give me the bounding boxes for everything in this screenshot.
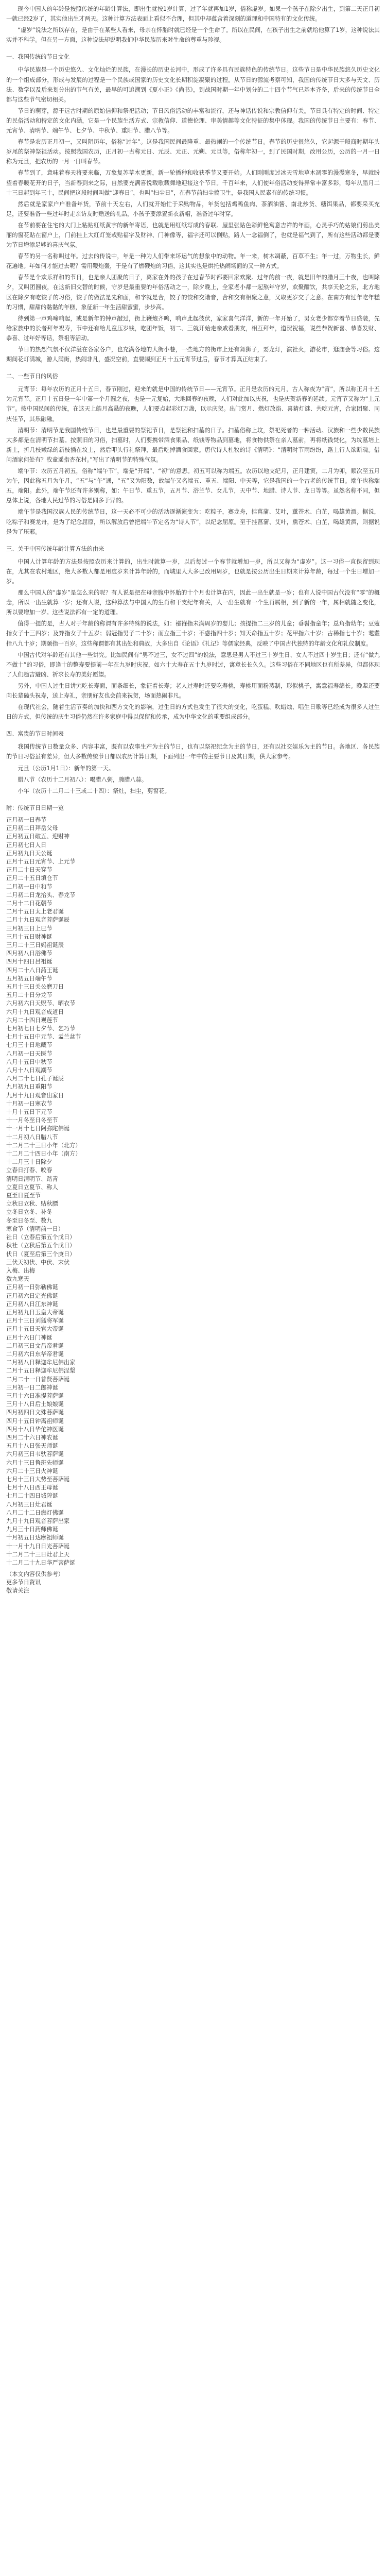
section-paragraph: 我国传统节日数量众多、内容丰富，既有以农事生产为主的节日，也有以祭祀纪念为主的节日，还有以社交娱乐为主的节日。各地区、各民族的节日习俗虽有差异，但大多数传统节日都以农历计算日期，下面列出一年中的主要节日及其日期，供大家参考。 [6, 743, 380, 760]
calendar-item: 正月二十五日填仓节 [6, 875, 58, 882]
calendar-item: 夏至日夏至节 [6, 1192, 41, 1199]
calendar-item: 数九寒天 [6, 1276, 29, 1283]
calendar-item: 三月初一日二郎神诞 [6, 1384, 58, 1391]
calendar-item: 正月十六日门神诞 [6, 1334, 52, 1341]
calendar-item: 八月初一日天医节 [6, 1050, 52, 1057]
calendar-item: 正月十五日元宵节、上元节 [6, 858, 76, 865]
calendar-item: 立夏日立夏节、称人 [6, 1183, 58, 1191]
calendar-item: 二月初二日龙抬头、春龙节 [6, 891, 76, 899]
section-paragraph: 端午节是我国汉族人民的传统节日，这一天必不可少的活动逐渐演变为：吃粽子，赛龙舟，挂菖蒲、艾叶，薰苍术、白芷，喝雄黄酒。据说，吃粽子和赛龙舟，是为了纪念屈原，所以解放后曾把端午节定名为“诗人节”，以纪念屈原。至于挂菖蒲、艾叶，熏苍术、白芷，喝雄黄酒，则据说是为了压邪。 [6, 509, 380, 535]
calendar-item: 六月二十三日火神诞 [6, 1467, 58, 1475]
section-paragraph: 春节到了，意味着春天将要来临，万象复苏草木更新，新一轮播种和收获季节又要开始。人们刚刚度过冰天雪地草木凋零的漫漫寒冬，早就盼望着春暖花开的日子，当新春到来之际，自然要充满喜悦载歌载舞地迎接这个节日。千百年来，人们使年俗活动变得异常丰富多彩，每年从腊月二十三日起到年三十，民间把这段时间叫做“迎春日”，也叫“扫尘日”，在春节前扫尘搞卫生，是我国人民素有的传统习惯。 [6, 170, 380, 196]
calendar-item: 正月十三日刘猛将军诞 [6, 1317, 64, 1325]
section-paragraph: 在节前要在住宅的大门上粘贴红纸黄字的新年寄语，也就是用红纸写成的春联。屋里张贴色彩鲜艳寓意吉祥的年画，心灵手巧的姑娘们剪出美丽的窗花贴在窗户上，门前挂上大红灯笼或贴福字及财神、门神像等，福字还可以倒贴，路人一念福倒了，也就是福气到了，所有这些活动都是要为节日增添足够的喜庆气氛。 [6, 222, 380, 249]
calendar-item: 入梅、出梅 [6, 1267, 35, 1274]
calendar-item: 十一月十七日阿弥陀佛诞 [6, 1125, 70, 1132]
calendar-item: 九月十九日观音出家日 [6, 1092, 64, 1099]
section-paragraph: 另外，中国人过生日讲究吃长寿面，面条细长，象征着长寿；老人过寿时还要吃寿桃，寿桃用面粉蒸制，形似桃子，寓意福寿绵长。晚辈还要向长辈磕头祝寿，送上寿礼，亲朋好友也会前来祝贺，场面热闹非凡。 [6, 682, 380, 699]
intro-paragraph: “虚岁”说法之所以存在，是由于在某些人看来，母亲在怀胎时就已经是一个生命了。所以在民间，在孩子出生之前就给他算了1岁，这种说法其实并不科学。但在另一方面，这种说法却说明我们中华民族历来对生命的尊重与珍视。 [6, 27, 380, 44]
section-heading: 二、一些节日的风俗 [6, 373, 58, 380]
section-paragraph: 那么中国人的“虚岁”是怎么来的呢？有人说是把在母亲腹中怀胎的十个月也计算在内，因此一出生就是一岁；也有人说中国古代没有“零”的概念，所以一出生就算一岁；还有人说，这种算法与中国人的生肖和干支纪年有关，人一出生就有一个生肖属相，到了新的一年，属相就随之变化，所以要增加一岁。这些说法都有一定的道理。 [6, 589, 380, 616]
footer-line: 敬请关注 [6, 1587, 29, 1595]
calendar-item: 五月初五日端午节 [6, 975, 52, 982]
calendar-item: 七月二十四日城隍诞 [6, 1493, 58, 1500]
calendar-item: 正月初六日定光佛诞 [6, 1292, 58, 1299]
calendar-heading: 附：传统节日日期一览 [6, 804, 64, 811]
calendar-item: 三月二十三日妈祖诞辰 [6, 941, 64, 948]
calendar-item: 正月初八日江东神诞 [6, 1300, 58, 1308]
section-paragraph: 小年（农历十二月二十三或二十四）：祭灶，扫尘，剪窗花。 [17, 787, 170, 794]
calendar-item: 寒食节（清明前一日） [6, 1225, 64, 1232]
calendar-item: 三伏天初伏、中伏、末伏 [6, 1259, 70, 1266]
calendar-item: 七月初七日七夕节、乞巧节 [6, 1025, 76, 1032]
calendar-item: 正月初一日弥勒佛诞 [6, 1284, 58, 1291]
calendar-item: 三月初三日上巳节 [6, 925, 52, 932]
calendar-item: 正月初一日春节 [6, 816, 47, 823]
calendar-item: 八月十八日观潮节 [6, 1067, 52, 1074]
section [6, 371, 380, 537]
calendar-item: 三月十八日后土娘娘诞 [6, 1401, 64, 1408]
calendar-item: 七月三十日地藏节 [6, 1042, 52, 1049]
calendar-item: 五月十八日张天师诞 [6, 1443, 58, 1450]
calendar-item: 立秋日立秋、贴秋膘 [6, 1200, 58, 1208]
section-paragraph: 腊八节（农历十二月初八）：喝腊八粥，腌腊八蒜。 [17, 776, 148, 783]
calendar-item: 正月初九日玉皇大帝诞 [6, 1309, 64, 1316]
section-paragraph: 端午节：农历五月初五，俗称“端午节”，端是“开端”、“初”的意思。初五可以称为端五。农历以地支纪月，正月建寅，二月为卯，顺次至五月为午，因此称五月为午月，“五”与“午”通，“五”又为阳数，故端午又名端五、重五、端阳、中天等，它是我国的一个古老的传统节日。端午也称端五，端阳。此外，端午节还有许多别称，如：午日节、重五节，五月节、浴兰节、女儿节，天中节、地腊、诗人节、龙日等等。虽然名称不同，但总体上说，各地人民过节的习俗是同多于异的。 [6, 468, 380, 504]
calendar-item: 七月十八日西王母诞 [6, 1484, 58, 1492]
calendar-item: 六月十三日鲁班先师诞 [6, 1459, 64, 1466]
calendar-item: 二月初六日东华帝君诞 [6, 1350, 64, 1358]
calendar-item: 二月初三日文昌帝君诞 [6, 1342, 64, 1349]
calendar-item: 四月初八日浴佛节 [6, 950, 52, 957]
calendar-item: 十月初五日达摩祖师诞 [6, 1534, 64, 1541]
footer-line: （本文内容仅供参考） [6, 1571, 64, 1578]
calendar-item: 六月十九日观音成道日 [6, 1008, 64, 1015]
calendar-item: 十二月二十三日小年（北方） [6, 1142, 81, 1149]
section-heading: 一、我国传统的节日文化 [6, 54, 70, 61]
calendar-item: 九月初九日重阳节 [6, 1083, 52, 1091]
intro [6, 4, 380, 45]
footer-line: 更多节日资讯 [6, 1579, 41, 1586]
calendar-item: 冬至日冬至、数九 [6, 1217, 52, 1224]
calendar-item: 伏日（夏至后第三个庚日） [6, 1250, 76, 1258]
calendar-item: 立春日打春、咬春 [6, 1167, 52, 1174]
section-paragraph: 春节是个欢乐祥和的节日，也是亲人团聚的日子，离家在外的孩子在过春节时都要回家欢聚。过年的前一夜，就是旧年的腊月三十夜，也叫除夕，又叫团圆夜，在这新旧交替的时候，守岁是最重要的年俗活动之一，除夕晚上，全家老小都一起熬年守岁，欢聚酣饮，共享天伦之乐，北方地区在除夕有吃饺子的习俗，饺子的做法是先和面，和字就是合，饺子的饺和交谐音，合和交有相聚之意，又取更岁交子之意。在南方有过年吃年糕的习惯，甜甜的黏黏的年糕，象征新一年生活甜蜜蜜，步步高。 [6, 274, 380, 311]
calendar-item: 五月二十日分龙节 [6, 992, 52, 999]
section-paragraph: 元宵节：每年农历的正月十五日，春节刚过，迎来的就是中国的传统节日——元宵节。正月是农历的元月，古人称夜为“宵”，所以称正月十五为元宵节。正月十五日是一年中第一个月圆之夜，也是一元复始，大地回春的夜晚，人们对此加以庆祝，也是庆贺新春的延续。元宵节又称为“上元节”。按中国民间的传统，在这天上皓月高悬的夜晚，人们要点起彩灯万盏，以示庆贺。出门赏月、燃灯放焰、喜猜灯谜、共吃元宵，合家团聚、同庆佳节，其乐融融。 [6, 386, 380, 422]
calendar-item: 八月初三日灶君诞 [6, 1501, 52, 1508]
calendar-item: 四月二十六日神农诞 [6, 1434, 58, 1441]
calendar-item: 十月初一日寒衣节 [6, 1100, 52, 1107]
section-paragraph: 春节是农历正月初一，又叫阴历年，俗称“过年”。这是我国民间最隆重、最热闹的一个传统节日。春节的历史很悠久，它起源于殷商时期年头岁尾的祭神祭祖活动。按照我国农历，正月初一古称元日、元辰、元正、元朔、元旦等，俗称年初一，到了民国时期，改用公历，公历的一月一日称为元旦，把农历的一月一日叫春节。 [6, 139, 380, 165]
calendar-item: 七月十五日中元节、盂兰盆节 [6, 1033, 81, 1041]
calendar-item: 正月初二日拜岳父母 [6, 825, 58, 832]
section-paragraph: 清明节：清明节是我国传统节日，也是最重要的祭祀节日，是祭祖和扫墓的日子。扫墓俗称上坟，祭祀死者的一种活动。汉族和一些少数民族大多都是在清明节扫墓。按照旧的习俗，扫墓时，人们要携带酒食果品、纸钱等物品到墓地，将食物供祭在亲人墓前，再将纸钱焚化，为坟墓培上新土，折几枝嫩绿的新枝插在坟上，然后叩头行礼祭拜，最后吃掉酒食回家。唐代诗人杜牧的诗《清明》：“清明时节雨纷纷，路上行人欲断魂。借问酒家何处有？牧童遥指杏花村。”写出了清明节的特殊气氛。 [6, 427, 380, 463]
section-paragraph: 中华民族是一个历史悠久、文化灿烂的民族，在漫长的历史长河中，形成了许多具有民族特色的传统节日。这些节日是中华民族悠久历史文化的一个组成部分，形成与发展的过程是一个民族或国家的历史文化长期积淀凝聚的过程。从节日的源流考察可知，我国的传统节日大多与天文、历法、数学以及后来划分出的节气有关，最早的可追溯到《夏小正》《尚书》，到战国时期一年中划分的二十四个节气已基本齐备，后来的传统节日全都与这些节气密切相关。 [6, 66, 380, 103]
calendar-item: 四月十四日吕祖诞 [6, 958, 52, 965]
section-paragraph: 然后就是家家户户准备年货，节前十天左右，人们就开始忙于采购物品，年货包括鸡鸭鱼肉、茶酒油酱、南北炒货、糖饵果品，都要采买充足，还要准备一些过年时走亲访友时赠送的礼品，小孩子要添置新衣新帽，准备过年时穿。 [6, 200, 380, 217]
calendar-item: 九月三十日药师佛诞 [6, 1526, 58, 1533]
calendar-item: 六月初六日天贶节、晒衣节 [6, 1000, 76, 1007]
calendar-item: 秋社（立秋后第五个戊日） [6, 1242, 76, 1249]
calendar-item: 五月十三日关公磨刀日 [6, 984, 64, 990]
calendar-item: 十二月二十四日小年（南方） [6, 1150, 81, 1158]
calendar-item: 社日（立春后第五个戊日） [6, 1234, 76, 1241]
intro-paragraph: 现今中国人的年龄是按照传统的年龄计算法，即出生就按1岁计算，过了年就再加1岁，俗称虚岁。如果一个孩子在除夕出生，到第二天正月初一就已经2岁了，其实他出生才两天。这种计算方法表面上看似不合理，但其中却蕴含着深刻的道理和中国特有的文化传统。 [6, 6, 380, 23]
section-paragraph: 节日的热烈气氛不仅洋溢在各家各户，也充满各地的大街小巷，一些地方的街市上还有舞狮子，耍龙灯，演社火，游花市，逛庙会等习俗。这期间花灯满城，游人满街，热闹非凡，盛况空前，直要闹到正月十五元宵节过后，春节才算真正结束了。 [6, 346, 380, 363]
calendar-item: 八月二十七日孔子诞辰 [6, 1075, 64, 1082]
calendar-item: 正月二十日天穿节 [6, 867, 52, 874]
section [6, 52, 380, 364]
calendar-item: 四月二十八日药王诞 [6, 967, 58, 974]
calendar-item: 十一月十九日日光菩萨诞 [6, 1543, 70, 1550]
section-paragraph: 中国人计算年龄的方法是按照农历来计算的，出生时就算一岁，以后每过一个春节就增加一岁，所以又称为“虚岁”。这一习俗一直保留到现在，尤其在农村地区，绝大多数人都是用虚岁来计算年龄的，而城里人大多已改用周岁，也就是按公历出生日期来计算年龄，每过一个生日增加一岁。 [6, 558, 380, 585]
section-paragraph: 待到第一声鸡啼响起，或是新年的钟声敲过，街上鞭炮齐鸣，响声此起彼伏，家家喜气洋洋，新的一年开始了，男女老少都穿着节日盛装，先给家族中的长者拜年祝寿，节中还有给儿童压岁钱，吃团年饭，初二、三就开始走亲戚看朋友，相互拜年，道贺祝福，说些恭贺新喜、恭喜发财、恭喜、过年好等话，祭祖等活动。 [6, 315, 380, 342]
calendar-item: 八月十五日中秋节 [6, 1058, 52, 1065]
calendar-list [6, 816, 380, 1567]
calendar-item: 十二月初八日腊八节 [6, 1133, 58, 1141]
footer [0, 1569, 386, 1597]
section [6, 729, 380, 796]
calendar-item: 十二月二十九日华严菩萨诞 [6, 1560, 76, 1567]
calendar-item: 二月初一日中和节 [6, 883, 52, 890]
calendar-item: 十二月三十日除夕 [6, 1159, 52, 1166]
calendar-item: 正月初五日破五、迎财神 [6, 833, 70, 840]
section-paragraph: 春节的另一名称叫过年。过去的传说中，年是一种为人们带来坏运气的想象中的动物。年一来，树木凋蔽，百草不生；年一过，万物生长，鲜花遍地。年如何才能过去呢？需用鞭炮轰，于是有了燃鞭炮的习俗，这其实也是烘托热闹场面的又一种方式。 [6, 253, 380, 270]
calendar-item: 六月二十四日观莲节 [6, 1016, 58, 1024]
calendar-item: 二月十五日太上老君诞 [6, 908, 64, 916]
calendar-item: 正月十五日天官大帝诞 [6, 1326, 64, 1333]
calendar-item: 正月初七日人日 [6, 841, 47, 849]
section [6, 544, 380, 722]
section-heading: 三、关于中国传统年龄计算方法的由来 [6, 545, 104, 552]
section-paragraph: 值得一提的是，古人对于年龄的称谓有许多特殊的说法，如：襁褓指未满周岁的婴儿；孩提指二三岁的儿童；垂髫指童年；总角指幼年；豆蔻指女子十三四岁；及笄指女子十五岁；弱冠指男子二十岁；而立指三十岁；不惑指四十岁；知天命指五十岁；花甲指六十岁；古稀指七十岁；耄耋指八九十岁；期颐指一百岁。这些称谓都有其出处和典故，大多出自《论语》《礼记》等儒家经典，反映了中国古代独特的年龄文化和礼仪制度。 [6, 620, 380, 647]
calendar-item: 二月十五日释迦牟尼佛涅槃 [6, 1367, 76, 1375]
calendar-item: 四月十五日钟离祖师诞 [6, 1417, 64, 1425]
calendar-item: 二月十九日观音菩萨诞辰 [6, 917, 70, 924]
section-paragraph: 元旦（公历1月1日）：新年的第一天。 [17, 765, 115, 772]
calendar-item: 三月十五日财神诞 [6, 933, 52, 940]
calendar-item: 十月十五日下元节 [6, 1109, 52, 1116]
calendar-item: 十一月冬至日冬至节 [6, 1117, 58, 1124]
calendar-item: 十二月二十三日灶君上天 [6, 1551, 70, 1558]
calendar-item: 八月二十二日燃灯佛诞 [6, 1509, 64, 1516]
calendar-item: 二月初八日释迦牟尼佛出家 [6, 1359, 76, 1366]
section-paragraph: 中国古代对年龄还有其他一些讲究。比如民间有“男不过三，女不过四”的说法，意思是男人不过三十岁生日、女人不过四十岁生日；还有“做九不做十”的习俗，即逢十的整寿要提前一年在九岁时庆祝，如六十大寿在五十九岁时过，寓意长长久久。这些习俗在不同地区也有所差异，但都体现了人们趋吉避凶、祈求长寿的美好愿望。 [6, 651, 380, 678]
sections [6, 52, 380, 795]
calendar-item: 二月二十一日普贤菩萨诞 [6, 1376, 70, 1383]
calendar-item: 七月十三日大势至菩萨诞 [6, 1476, 70, 1483]
calendar-item: 正月初九日天公诞 [6, 850, 52, 857]
calendar-item: 二月十二日花朝节 [6, 900, 52, 907]
calendar-item: 清明日清明节、踏青 [6, 1175, 58, 1182]
section-heading: 四、富贵的节日时间表 [6, 731, 64, 738]
section-paragraph: 在现代社会，随着生活节奏的加快和西方文化的影响，过生日的方式也发生了很大的变化，吃蛋糕、吹蜡烛、唱生日歌等已经成为很多人过生日的方式，但传统的庆生习俗仍然在许多家庭中得以保留和传承，成为中华文化的重要组成部分。 [6, 704, 380, 721]
calendar-item: 六月初三日韦驮菩萨诞 [6, 1451, 64, 1458]
calendar-item: 九月十九日观音菩萨出家 [6, 1518, 70, 1524]
calendar-item: 四月十八日华佗神医诞 [6, 1426, 64, 1433]
calendar-item: 三月十六日准提菩萨诞 [6, 1392, 64, 1399]
calendar-item: 立冬日立冬、补冬 [6, 1209, 52, 1216]
section-paragraph: 节日的萌芽，源于远古时期的原始信仰和祭祀活动；节日风俗活动的丰富和流行，还与神话传说和宗教信仰有关。节日具有特定的时间、特定的民俗活动和特定的文化内涵，它是一个民族生活方式、宗教信仰、道德伦理、审美情趣等文化特征的集中体现。我国的传统节日主要有：春节、元宵节、清明节、端午节、七夕节、中秋节、重阳节、腊八节等。 [6, 107, 380, 134]
calendar-item: 四月初四日文殊菩萨诞 [6, 1409, 64, 1416]
